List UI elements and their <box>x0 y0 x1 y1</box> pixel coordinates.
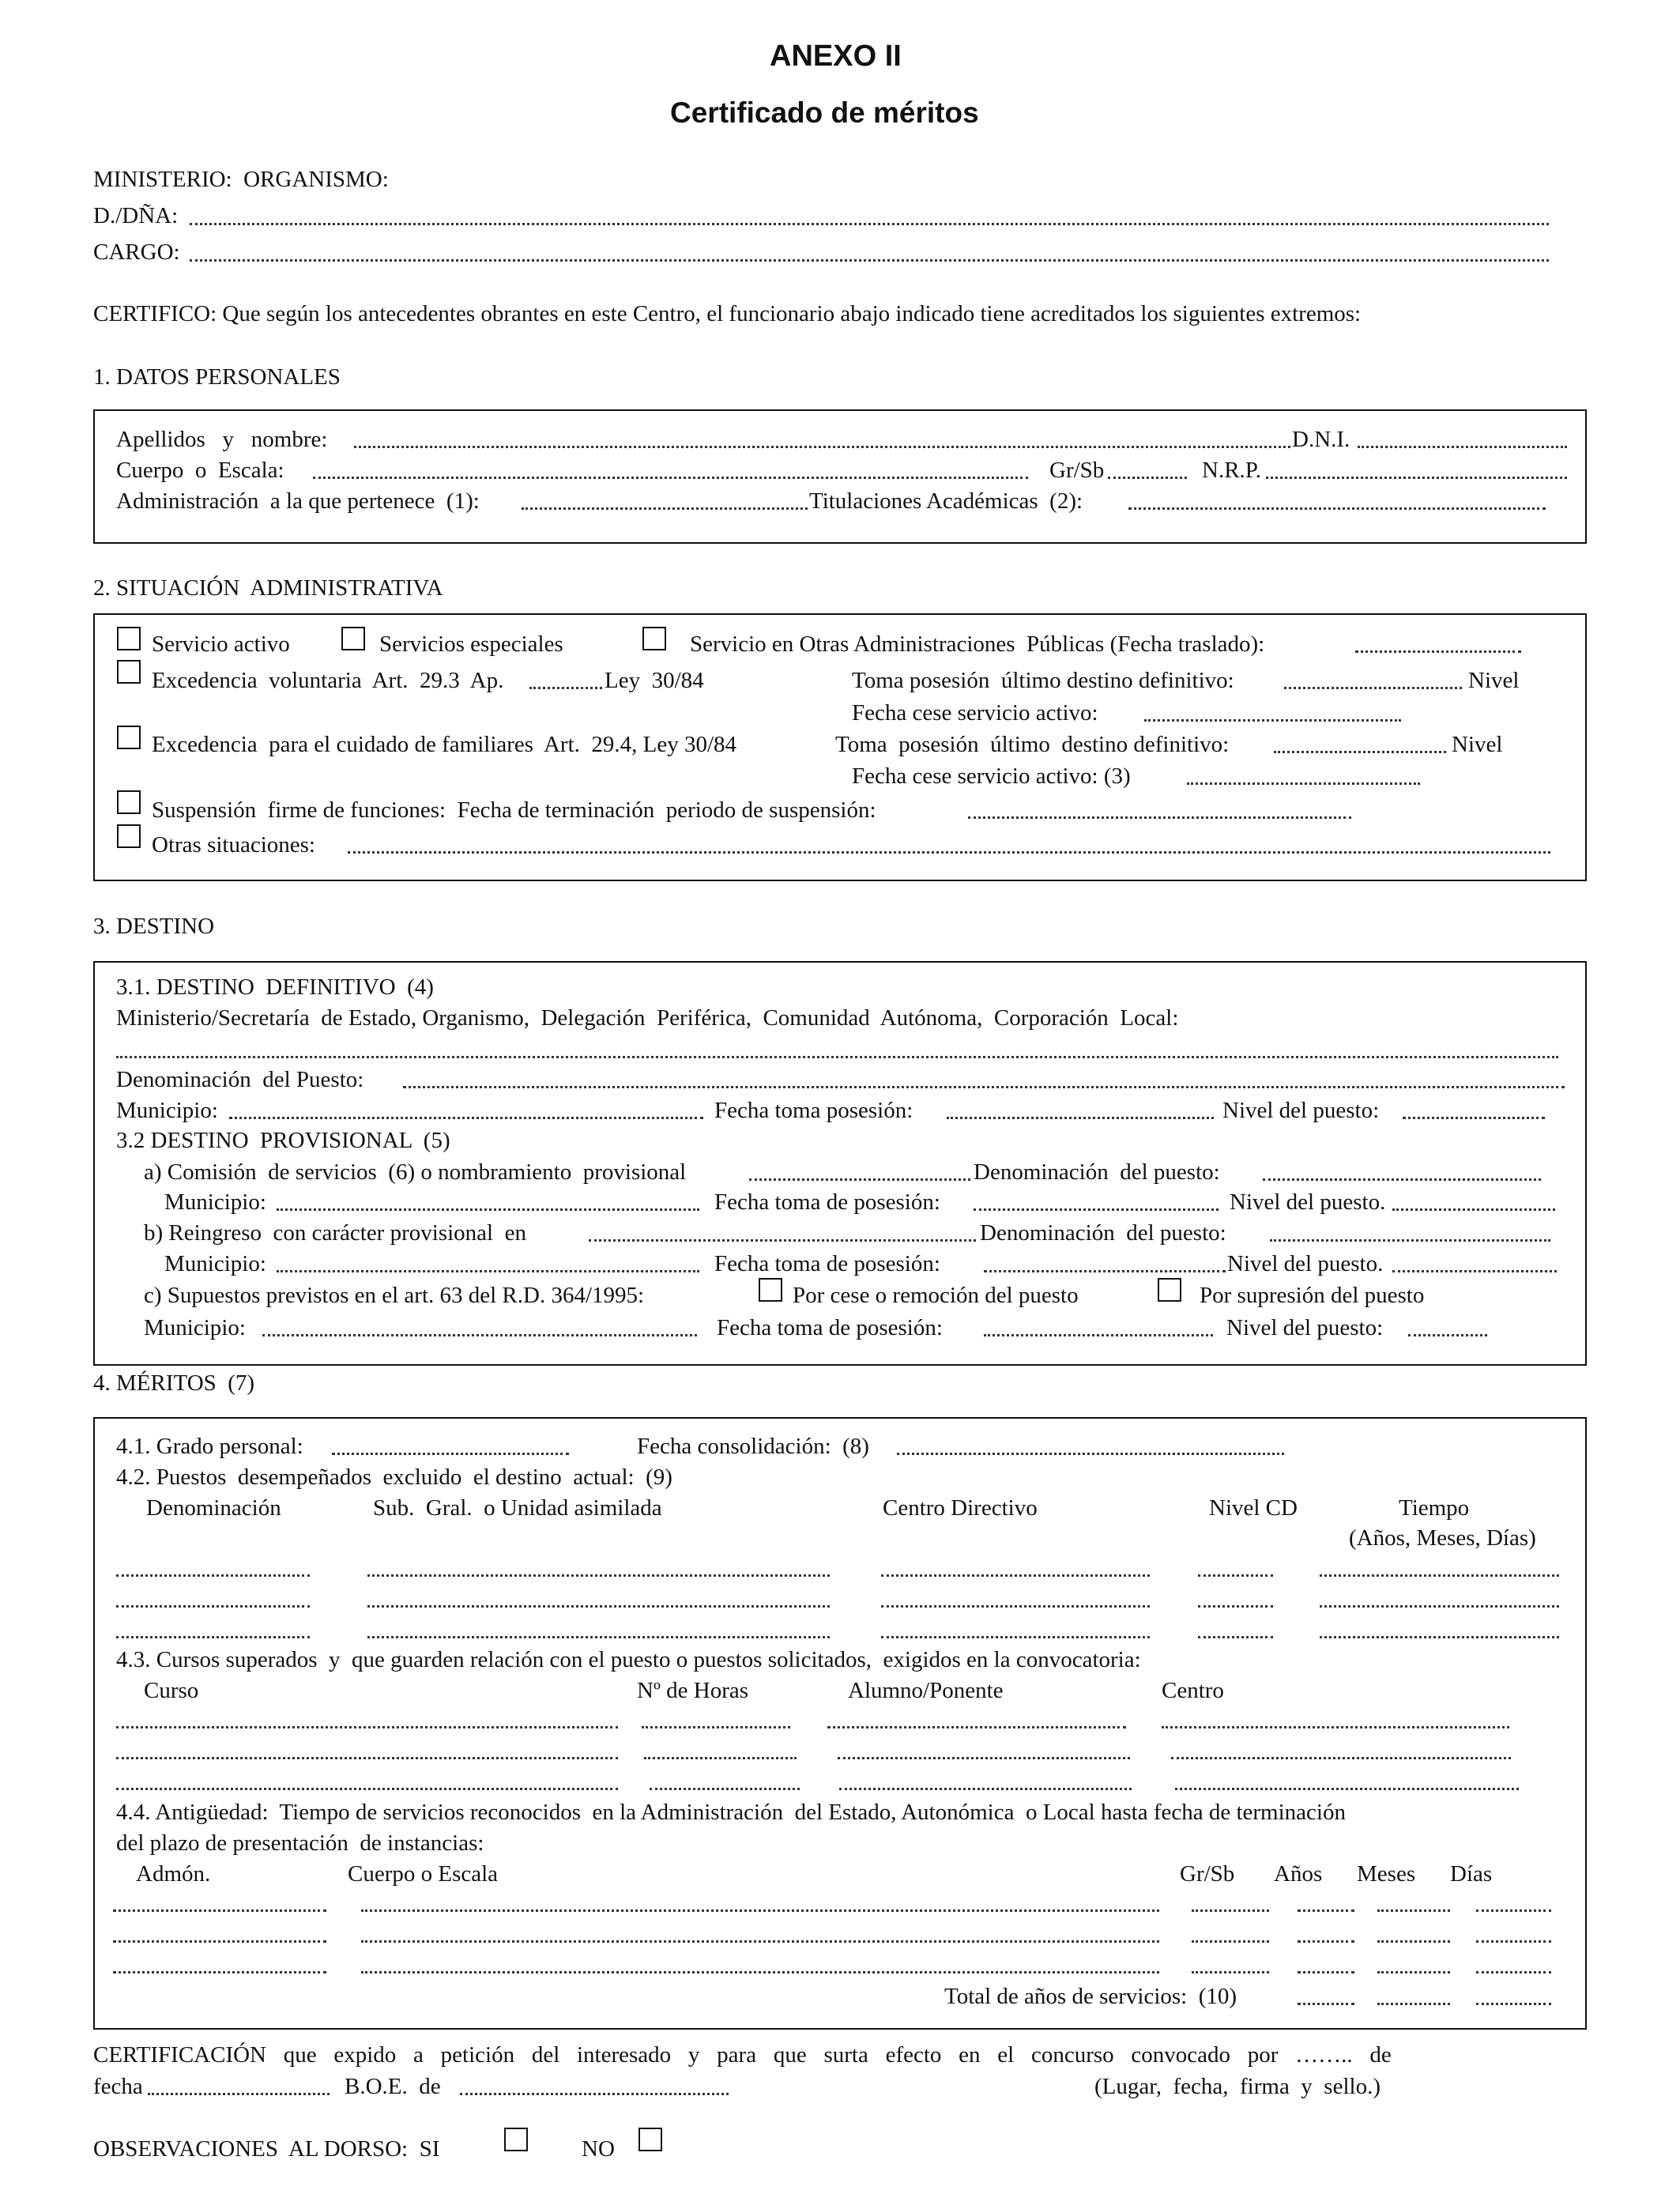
curso-3-horas[interactable] <box>650 1788 800 1790</box>
total-meses-field[interactable] <box>1377 2003 1450 2005</box>
apartado-field[interactable] <box>529 687 602 689</box>
prov-a-nivel-label: Nivel del puesto. <box>1230 1189 1386 1215</box>
por-cese-checkbox[interactable] <box>759 1278 782 1302</box>
def-ministerio-label: Ministerio/Secretaría de Estado, Organismo, Delegación Periférica, Comunidad Autónoma, Corporación Local: <box>116 1005 1179 1031</box>
puesto-3-denominacion[interactable] <box>116 1636 310 1638</box>
prov-b-fecha-field[interactable] <box>984 1270 1226 1272</box>
antiguedad-3-cuerpo[interactable] <box>361 1971 1159 1973</box>
total-servicios-label: Total de años de servicios: (10) <box>944 1984 1237 2009</box>
prov-c-nivel-label: Nivel del puesto: <box>1226 1315 1384 1340</box>
antiguedad-3-meses[interactable] <box>1377 1971 1450 1973</box>
suspension-checkbox[interactable] <box>117 790 141 814</box>
puesto-1-tiempo[interactable] <box>1320 1574 1559 1577</box>
certifico-text: Que según los antecedentes obrantes en este Centro, el funcionario abajo indicado tiene acreditados los siguientes extremos: <box>217 301 1362 326</box>
prov-c-fecha-label: Fecha toma de posesión: <box>717 1315 943 1340</box>
titulaciones-field[interactable] <box>1128 507 1546 510</box>
prov-c-label: c) Supuestos previstos en el art. 63 del R.D. 364/1995: <box>144 1283 645 1308</box>
cargo-label: CARGO: <box>93 239 180 265</box>
grsb-field[interactable] <box>1108 477 1187 479</box>
col-dias: Días <box>1450 1861 1493 1887</box>
por-supresion-checkbox[interactable] <box>1158 1278 1181 1302</box>
col-horas: Nº de Horas <box>637 1678 749 1703</box>
prov-b-nivel-label: Nivel del puesto. <box>1227 1251 1384 1276</box>
servicio-activo-label: Servicio activo <box>152 631 290 657</box>
col-nivel-cd: Nivel CD <box>1209 1495 1298 1521</box>
antiguedad-2-grsb[interactable] <box>1192 1940 1269 1943</box>
total-anos-field[interactable] <box>1298 2003 1354 2005</box>
section-2-heading: 2. SITUACIÓN ADMINISTRATIVA <box>93 575 443 601</box>
document-subtitle: Certificado de méritos <box>670 96 979 129</box>
def-denominacion-label: Denominación del Puesto: <box>116 1067 364 1092</box>
curso-1-nombre[interactable] <box>116 1726 618 1728</box>
prov-c-nivel-field[interactable] <box>1408 1334 1487 1336</box>
excedencia-familiares-label: Excedencia para el cuidado de familiares Art. 29.4, Ley 30/84 <box>152 732 737 757</box>
antiguedad-label-2: del plazo de presentación de instancias: <box>116 1830 484 1856</box>
observaciones-si-checkbox[interactable] <box>504 2128 528 2151</box>
destino-provisional-title: 3.2 DESTINO PROVISIONAL (5) <box>116 1128 450 1153</box>
por-supresion-label: Por supresión del puesto <box>1200 1283 1425 1308</box>
curso-2-centro[interactable] <box>1171 1757 1511 1759</box>
curso-3-nombre[interactable] <box>116 1788 618 1790</box>
curso-1-alumno[interactable] <box>827 1726 1126 1728</box>
meritos-box <box>93 1417 1587 2030</box>
prov-c-municipio-field[interactable] <box>262 1334 697 1336</box>
fecha-cese-1-field[interactable] <box>1144 719 1401 722</box>
col-curso: Curso <box>144 1678 199 1703</box>
nrp-field[interactable] <box>1266 477 1567 479</box>
total-dias-field[interactable] <box>1476 2003 1551 2005</box>
certifico-statement <box>93 303 1361 326</box>
puesto-2-subgral[interactable] <box>367 1605 830 1608</box>
prov-b-municipio-label: Municipio: <box>164 1251 266 1276</box>
antiguedad-2-meses[interactable] <box>1377 1940 1450 1943</box>
col-alumno: Alumno/Ponente <box>848 1678 1004 1703</box>
puesto-2-tiempo[interactable] <box>1320 1605 1559 1608</box>
boe-field[interactable] <box>460 2093 729 2095</box>
otras-situaciones-field[interactable] <box>348 851 1550 854</box>
observaciones-no-label: NO <box>582 2136 615 2162</box>
nivel-1-label: Nivel <box>1468 668 1520 693</box>
excedencia-voluntaria-label: Excedencia voluntaria Art. 29.3 Ap. <box>152 668 504 693</box>
dni-label: D.N.I. <box>1292 427 1350 452</box>
administracion-field[interactable] <box>522 507 808 510</box>
col-subgral: Sub. Gral. o Unidad asimilada <box>373 1495 662 1521</box>
certificacion-text: CERTIFICACIÓN que expido a petición del interesado y para que surta efecto en el concurso convocado por …….. de <box>93 2042 1392 2068</box>
excedencia-voluntaria-checkbox[interactable] <box>117 660 141 684</box>
otras-admin-label: Servicio en Otras Administraciones Públicas (Fecha traslado): <box>690 631 1265 657</box>
prov-b-fecha-label: Fecha toma de posesión: <box>714 1251 940 1276</box>
apellidos-field[interactable] <box>354 446 1290 448</box>
prov-b-denominacion-label: Denominación del puesto: <box>980 1220 1226 1246</box>
def-municipio-field[interactable] <box>229 1117 703 1119</box>
puesto-2-denominacion[interactable] <box>116 1605 310 1608</box>
suspension-field[interactable] <box>968 816 1351 819</box>
def-nivel-label: Nivel del puesto: <box>1222 1098 1380 1123</box>
prov-c-fecha-field[interactable] <box>984 1334 1213 1336</box>
antiguedad-3-dias[interactable] <box>1476 1971 1551 1973</box>
antiguedad-1-grsb[interactable] <box>1192 1909 1269 1912</box>
antiguedad-3-admon[interactable] <box>113 1971 326 1973</box>
toma-posesion-2-field[interactable] <box>1274 751 1446 753</box>
observaciones-no-checkbox[interactable] <box>638 2128 662 2151</box>
fecha-cese-2-field[interactable] <box>1187 782 1420 785</box>
col-admon: Admón. <box>136 1861 211 1887</box>
por-cese-label: Por cese o remoción del puesto <box>793 1283 1079 1308</box>
curso-2-nombre[interactable] <box>116 1757 618 1759</box>
curso-3-centro[interactable] <box>1175 1788 1519 1790</box>
prov-b-municipio-field[interactable] <box>277 1270 699 1272</box>
col-grsb: Gr/Sb <box>1180 1861 1235 1887</box>
prov-a-label: a) Comisión de servicios (6) o nombramiento provisional <box>144 1159 687 1185</box>
certifico-label: CERTIFICO: <box>93 301 217 326</box>
destino-definitivo-title: 3.1. DESTINO DEFINITIVO (4) <box>116 974 434 1000</box>
antiguedad-3-anos[interactable] <box>1298 1971 1354 1973</box>
col-tiempo: Tiempo <box>1399 1495 1470 1521</box>
cursos-label: 4.3. Cursos superados y que guarden relación con el puesto o puestos solicitados, exigidos en la convocatoria: <box>116 1647 1141 1672</box>
consolidacion-label: Fecha consolidación: (8) <box>637 1434 869 1459</box>
prov-b-denominacion-field[interactable] <box>1270 1239 1550 1242</box>
prov-a-denominacion-field[interactable] <box>1263 1178 1541 1181</box>
nrp-label: N.R.P. <box>1202 458 1261 483</box>
antiguedad-2-cuerpo[interactable] <box>361 1940 1159 1943</box>
col-centro: Centro <box>1162 1678 1224 1703</box>
antiguedad-1-anos[interactable] <box>1298 1909 1354 1912</box>
consolidacion-field[interactable] <box>897 1453 1284 1455</box>
curso-3-alumno[interactable] <box>839 1788 1132 1790</box>
antiguedad-3-grsb[interactable] <box>1192 1971 1269 1973</box>
prov-a-fecha-field[interactable] <box>974 1208 1219 1211</box>
apellidos-label: Apellidos y nombre: <box>116 427 328 452</box>
def-municipio-label: Municipio: <box>116 1098 218 1123</box>
cuerpo-label: Cuerpo o Escala: <box>116 458 284 483</box>
antiguedad-1-meses[interactable] <box>1377 1909 1450 1912</box>
puesto-3-centro[interactable] <box>881 1636 1150 1638</box>
puesto-1-subgral[interactable] <box>367 1574 830 1577</box>
curso-1-horas[interactable] <box>642 1726 790 1728</box>
fecha-traslado-field[interactable] <box>1355 650 1521 653</box>
cuerpo-field[interactable] <box>313 477 1028 479</box>
fecha-field[interactable] <box>148 2093 330 2095</box>
antiguedad-1-admon[interactable] <box>113 1909 326 1912</box>
puesto-1-centro[interactable] <box>881 1574 1150 1577</box>
prov-a-nivel-field[interactable] <box>1392 1208 1555 1211</box>
servicios-especiales-checkbox[interactable] <box>341 627 365 650</box>
puesto-3-tiempo[interactable] <box>1320 1636 1559 1638</box>
prov-a-denominacion-label: Denominación del puesto: <box>974 1159 1220 1185</box>
prov-a-fecha-label: Fecha toma de posesión: <box>714 1189 940 1215</box>
col-meses: Meses <box>1357 1861 1416 1887</box>
curso-1-centro[interactable] <box>1162 1726 1509 1728</box>
antiguedad-label-1: 4.4. Antigüedad: Tiempo de servicios reconocidos en la Administración del Estado, Autonómica o Local hasta fecha de terminación <box>116 1800 1346 1825</box>
dna-field[interactable] <box>190 223 1549 225</box>
servicios-especiales-label: Servicios especiales <box>379 631 563 657</box>
otras-situaciones-checkbox[interactable] <box>117 824 141 848</box>
prov-a-municipio-label: Municipio: <box>164 1189 266 1215</box>
observaciones-label: OBSERVACIONES AL DORSO: SI <box>93 2136 440 2162</box>
prov-b-field[interactable] <box>589 1239 976 1242</box>
excedencia-familiares-checkbox[interactable] <box>117 726 141 749</box>
boe-label: B.O.E. de <box>345 2074 441 2099</box>
ministerio-label: MINISTERIO: ORGANISMO: <box>93 167 389 192</box>
antiguedad-1-cuerpo[interactable] <box>361 1909 1159 1912</box>
toma-posesion-1-label: Toma posesión último destino definitivo: <box>852 668 1234 693</box>
antiguedad-2-anos[interactable] <box>1298 1940 1354 1943</box>
def-fecha-label: Fecha toma posesión: <box>714 1098 913 1123</box>
fecha-label: fecha <box>93 2074 143 2099</box>
puesto-3-nivel[interactable] <box>1198 1636 1273 1638</box>
antiguedad-2-dias[interactable] <box>1476 1940 1551 1943</box>
prov-c-municipio-label: Municipio: <box>144 1315 246 1340</box>
puesto-1-nivel[interactable] <box>1198 1574 1273 1577</box>
ley-label: Ley 30/84 <box>605 668 704 693</box>
suspension-label: Suspensión firme de funciones: Fecha de terminación periodo de suspensión: <box>152 797 876 823</box>
dna-label: D./DÑA: <box>93 203 179 228</box>
section-3-heading: 3. DESTINO <box>93 914 215 939</box>
puesto-1-denominacion[interactable] <box>116 1574 310 1577</box>
prov-b-label: b) Reingreso con carácter provisional en <box>144 1220 526 1246</box>
antiguedad-1-dias[interactable] <box>1476 1909 1551 1912</box>
prov-a-field[interactable] <box>749 1178 970 1181</box>
def-denominacion-field[interactable] <box>403 1086 1565 1088</box>
titulaciones-label: Titulaciones Académicas (2): <box>809 488 1083 514</box>
nivel-2-label: Nivel <box>1452 732 1503 757</box>
puesto-3-subgral[interactable] <box>367 1636 830 1638</box>
section-4-heading: 4. MÉRITOS (7) <box>93 1370 255 1396</box>
prov-b-nivel-field[interactable] <box>1392 1270 1557 1272</box>
toma-posesion-1-field[interactable] <box>1284 687 1462 689</box>
administracion-label: Administración a la que pertenece (1): <box>116 488 480 514</box>
document-title: ANEXO II <box>770 40 902 73</box>
def-fecha-field[interactable] <box>947 1117 1214 1119</box>
section-1-heading: 1. DATOS PERSONALES <box>93 364 341 390</box>
col-anos: Años <box>1274 1861 1323 1887</box>
grsb-label: Gr/Sb <box>1049 458 1105 483</box>
toma-posesion-2-label: Toma posesión último destino definitivo: <box>835 732 1230 757</box>
otras-admin-checkbox[interactable] <box>642 627 666 650</box>
lugar-fecha-label: (Lugar, fecha, firma y sello.) <box>1094 2074 1381 2099</box>
puesto-2-nivel[interactable] <box>1198 1605 1273 1608</box>
col-cuerpo: Cuerpo o Escala <box>348 1861 499 1887</box>
fecha-cese-1-label: Fecha cese servicio activo: <box>852 700 1098 726</box>
fecha-cese-2-label: Fecha cese servicio activo: (3) <box>852 763 1131 789</box>
def-nivel-field[interactable] <box>1403 1117 1545 1119</box>
curso-2-alumno[interactable] <box>838 1757 1130 1759</box>
puestos-label: 4.2. Puestos desempeñados excluido el destino actual: (9) <box>116 1465 672 1490</box>
otras-situaciones-label: Otras situaciones: <box>152 832 315 858</box>
grado-label: 4.1. Grado personal: <box>116 1434 303 1459</box>
col-denominacion: Denominación <box>146 1495 281 1521</box>
antiguedad-2-admon[interactable] <box>113 1940 326 1943</box>
cargo-field[interactable] <box>190 259 1549 262</box>
col-centro-directivo: Centro Directivo <box>883 1495 1038 1521</box>
dni-field[interactable] <box>1358 446 1567 448</box>
curso-2-horas[interactable] <box>644 1757 797 1759</box>
col-tiempo-sub: (Años, Meses, Días) <box>1349 1525 1536 1551</box>
puesto-2-centro[interactable] <box>881 1605 1150 1608</box>
servicio-activo-checkbox[interactable] <box>117 627 141 650</box>
def-ministerio-field[interactable] <box>116 1056 1558 1058</box>
grado-field[interactable] <box>332 1453 569 1455</box>
prov-a-municipio-field[interactable] <box>277 1208 699 1211</box>
